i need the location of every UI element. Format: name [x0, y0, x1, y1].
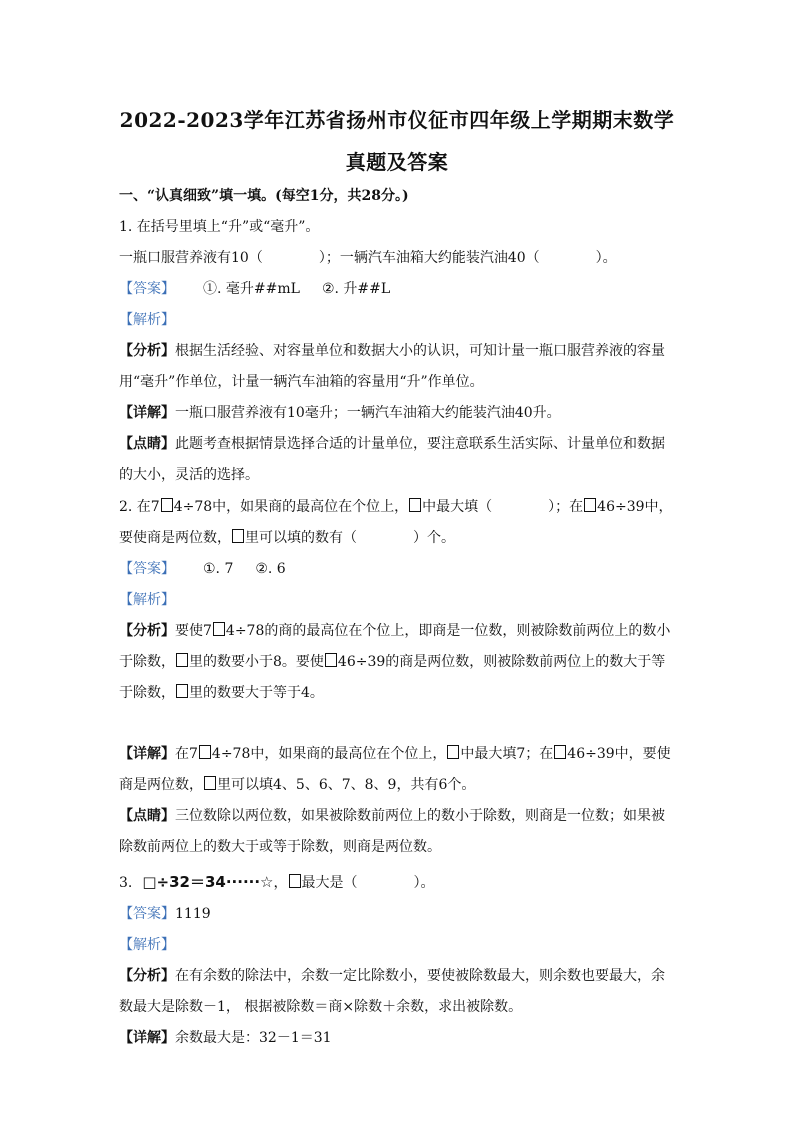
q1-fenxi-text-1: 根据生活经验、对容量单位和数据大小的认识，可知计量一瓶口服营养液的容量 — [175, 343, 665, 359]
q2-dianjing-text-2: 除数前两位上的数大于或等于除数，则商是两位数。 — [119, 839, 441, 855]
empty-box — [176, 684, 188, 698]
q3-fenxi: 【分析】在有余数的除法中，余数一定比除数小，要使被除数最大，则余数也要最大，余 — [119, 968, 665, 984]
q1-answer — [119, 279, 679, 299]
q2-xiangjie-line2: 商是两位数， 里可以填4、5、6、7、8、9，共有6个。 — [119, 777, 476, 793]
dianjing-label: 【点睛】 — [119, 436, 175, 452]
q1-answer-2: ②. 升##L — [321, 281, 391, 297]
empty-box — [409, 498, 421, 512]
xiangjie-label: 【详解】 — [119, 405, 175, 421]
empty-box — [213, 622, 225, 636]
q1-dianjing-text-1: 此题考查根据情景选择合适的计量单位，要注意联系生活实际、计量单位和数据 — [175, 436, 665, 452]
q3-fenxi-text-1: 在有余数的除法中，余数一定比除数小，要使被除数最大，则余数也要最大，余 — [175, 968, 665, 984]
q1-fenxi — [119, 341, 679, 361]
doc-title-line1: 2022-2023学年江苏省扬州市仪征市四年级上学期期末数学 — [119, 108, 675, 132]
q2-answer-2: ②. 6 — [255, 561, 286, 577]
q1-answer-1: ①. 毫升##mL — [203, 281, 300, 297]
empty-box — [161, 498, 173, 512]
q3-answer: 【答案】1119 — [119, 906, 211, 922]
q1-dianjing — [119, 434, 679, 454]
q2-dianjing: 【点睛】三位数除以两位数，如果被除数前两位上的数小于除数，则商是一位数；如果被 — [119, 808, 665, 824]
q1-stem-c: ）。 — [595, 250, 617, 266]
fenxi-label: 【分析】 — [119, 343, 175, 359]
doc-title-line2: 真题及答案 — [345, 150, 449, 174]
q2-answer: 【答案】 ①. 7 ②. 6 — [119, 561, 286, 577]
q1-dianjing-text-2: 的大小，灵活的选择。 — [119, 467, 259, 483]
q3-fenxi-text-2: 数最大是除数－1， 根据被除数＝商×除数＋余数，求出被除数。 — [119, 999, 523, 1015]
q1-stem — [119, 248, 679, 268]
empty-box — [584, 498, 596, 512]
q3-number: 3. — [119, 875, 133, 891]
empty-box — [289, 874, 301, 888]
q3-xiangjie: 【详解】余数最大是：32－1＝31 — [119, 1030, 332, 1046]
empty-box — [325, 653, 337, 667]
q1-xiangjie — [119, 403, 679, 423]
q1-jiexi-label: 【解析】 — [119, 312, 175, 328]
q2-xiangjie-line1: 【详解】在7 4÷78中，如果商的最高位在个位上， 中最大填7；在 46÷39中，要使 — [119, 746, 671, 762]
empty-box — [554, 745, 566, 759]
q2-jiexi-label: 【解析】 — [119, 592, 175, 608]
q3-formula: □÷32＝34······☆ — [142, 873, 274, 891]
q3-xiangjie-text: 余数最大是：32－1＝31 — [175, 1030, 332, 1046]
q2-fenxi-line1: 【分析】要使7 4÷78的商的最高位在个位上，即商是一位数，则被除数前两位上的数小 — [119, 623, 671, 639]
q1-prompt: 1. 在括号里填上“升”或“毫升”。 — [119, 219, 320, 235]
q2-fenxi-line3: 于除数， 里的数要大于等于4。 — [119, 685, 324, 701]
q1-fenxi-text-2: 用“毫升”作单位，计量一辆汽车油箱的容量用“升”作单位。 — [119, 374, 484, 390]
empty-box — [447, 745, 459, 759]
empty-box — [204, 776, 216, 790]
q1-stem-a: 一瓶口服营养液有10（ — [119, 250, 263, 266]
q3-jiexi-label: 【解析】 — [119, 937, 175, 953]
section-heading: 一、“认真细致”填一填。(每空1分，共28分。) — [119, 188, 409, 204]
q2-dianjing-text-1: 三位数除以两位数，如果被除数前两位上的数小于除数，则商是一位数；如果被 — [175, 808, 665, 824]
q1-xiangjie-text: 一瓶口服营养液有10毫升；一辆汽车油箱大约能装汽油40升。 — [175, 405, 561, 421]
q3-stem: 3. □÷32＝34······☆， 最大是（ ）。 — [119, 873, 435, 891]
q2-stem-line1: 2. 在7 4÷78中，如果商的最高位在个位上， 中最大填（ ）；在 46÷39中， — [119, 499, 673, 515]
q2-answer-1: ①. 7 — [203, 561, 234, 577]
empty-box — [199, 745, 211, 759]
q1-stem-b: ）；一辆汽车油箱大约能装汽油40（ — [318, 250, 540, 266]
empty-box — [232, 529, 244, 543]
answer-label: 【答案】 — [119, 281, 175, 297]
empty-box — [176, 653, 188, 667]
q2-stem-line2: 要使商是两位数， 里可以填的数有（ ）个。 — [119, 530, 455, 546]
q3-answer-value: 1119 — [175, 906, 211, 922]
q2-fenxi-line2: 于除数， 里的数要小于8。要使 46÷39的商是两位数，则被除数前两位上的数大于等 — [119, 654, 666, 670]
